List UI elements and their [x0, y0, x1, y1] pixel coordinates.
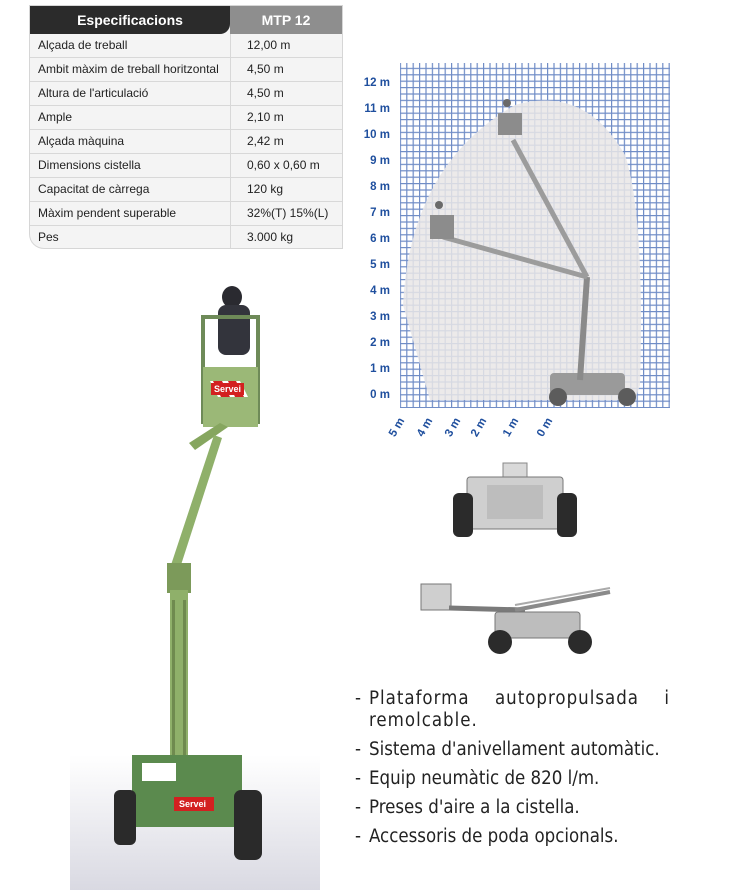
list-item: [355, 797, 670, 819]
feature-text: Sistema d'anivellament automàtic.: [369, 739, 660, 760]
spec-label: Capacitat de càrrega: [38, 182, 150, 196]
spec-table-header: [30, 6, 342, 34]
spec-label: Ample: [38, 110, 73, 124]
spec-value: 4,50 m: [230, 58, 342, 81]
x-axis-label: 5 m: [387, 415, 408, 439]
spec-row: [30, 130, 342, 154]
working-range-diagram: [355, 55, 675, 445]
feature-list: [355, 688, 670, 855]
y-axis-label: 8 m: [370, 181, 390, 193]
y-axis-label: 7 m: [370, 207, 390, 219]
y-axis-label: 9 m: [370, 155, 390, 167]
dash-bullet: -: [355, 739, 362, 760]
list-item: [355, 768, 670, 790]
x-axis-label: 3 m: [443, 415, 464, 439]
y-axis-label: 10 m: [363, 129, 390, 141]
y-axis-label: 6 m: [370, 233, 390, 245]
list-item: [355, 739, 670, 761]
list-item: [355, 688, 670, 732]
spec-row: [30, 154, 342, 178]
feature-text: Preses d'aire a la cistella.: [369, 797, 580, 818]
spec-label: Alçada màquina: [38, 134, 125, 148]
list-item: [355, 826, 670, 848]
front-view-drawing: [445, 455, 585, 545]
spec-label: Ambit màxim de treball horitzontal: [38, 62, 219, 76]
feature-text: Equip neumàtic de 820 l/m.: [369, 768, 600, 789]
dash-bullet: -: [355, 688, 362, 709]
chassis-brand-label: Servei: [176, 798, 209, 810]
dash-bullet: -: [355, 826, 362, 847]
spec-label: Pes: [38, 230, 59, 244]
front-view-graphic: [445, 455, 585, 545]
spec-header-model: MTP 12: [230, 6, 342, 34]
x-axis-label: 4 m: [415, 415, 436, 439]
spec-value: 0,60 x 0,60 m: [230, 154, 342, 177]
range-grid-graphic: [355, 55, 675, 445]
y-axis-label: 4 m: [370, 285, 390, 297]
y-axis-label: 5 m: [370, 259, 390, 271]
spec-label: Altura de l'articulació: [38, 86, 149, 100]
spec-row: [30, 202, 342, 226]
spec-row: [30, 34, 342, 58]
spec-row: [30, 226, 342, 248]
basket-brand-label: Servei: [211, 383, 244, 395]
dash-bullet: -: [355, 797, 362, 818]
spec-value: 3.000 kg: [230, 226, 342, 248]
dash-bullet: -: [355, 768, 362, 789]
y-axis-label: 3 m: [370, 311, 390, 323]
spec-row: [30, 58, 342, 82]
y-axis-label: 12 m: [363, 77, 390, 89]
spec-value: 32%(T) 15%(L): [230, 202, 342, 225]
x-axis-label: 2 m: [469, 415, 490, 439]
spec-label: Dimensions cistella: [38, 158, 141, 172]
x-axis-label: 1 m: [501, 415, 522, 439]
y-axis-label: 2 m: [370, 337, 390, 349]
spec-value: 120 kg: [230, 178, 342, 201]
spec-header-label: Especificacions: [30, 6, 230, 34]
spec-row: [30, 178, 342, 202]
feature-text: Accessoris de poda opcionals.: [369, 826, 619, 847]
spec-value: 2,42 m: [230, 130, 342, 153]
y-axis-label: 0 m: [370, 389, 390, 401]
side-view-drawing: [415, 570, 625, 660]
spec-value: 2,10 m: [230, 106, 342, 129]
feature-text: Plataforma autopropulsada i remolcable.: [369, 688, 670, 731]
spec-row: [30, 82, 342, 106]
spec-label: Màxim pendent superable: [38, 206, 177, 220]
spec-table: [30, 6, 342, 248]
spec-row: [30, 106, 342, 130]
side-view-graphic: [415, 570, 625, 660]
x-axis-label: 0 m: [535, 415, 556, 439]
y-axis-label: 1 m: [370, 363, 390, 375]
spec-value: 4,50 m: [230, 82, 342, 105]
spec-value: 12,00 m: [230, 34, 342, 57]
machine-photo: [70, 285, 320, 890]
y-axis-label: 11 m: [364, 103, 390, 115]
spec-label: Alçada de treball: [38, 38, 128, 52]
